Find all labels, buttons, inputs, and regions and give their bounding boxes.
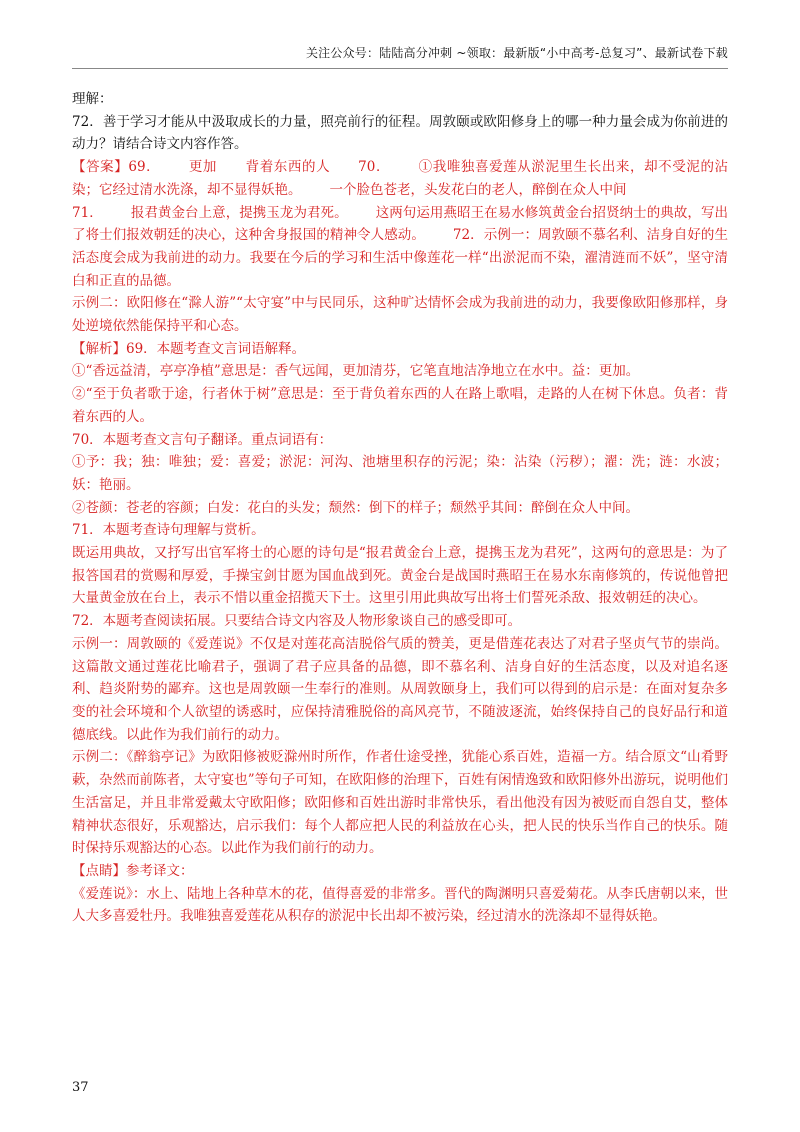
analysis-72-example-2: 示例二：《醉翁亭记》为欧阳修被贬滁州时所作，作者仕途受挫，犹能心系百姓，造福一方。结合原文“山肴野蔌，杂然而前陈者，太守宴也”等句子可知，在欧阳修的治理下，百姓有闲情逸致和欧阳修外出游玩，说明他们生活富足，并且非常爱戴太守欧阳修；欧阳修和百姓出游时非常快乐，看出他没有因为被贬而自怨自艾，整体精神状态很好，乐观豁达，启示我们：每个人都应把人民的利益放在心头，把人民的快乐当作自己的快乐。随时保持乐观豁达的心态。以此作为我们前行的动力。 bbox=[72, 749, 728, 857]
answer-70-2: 一个脸色苍老，头发花白的老人，醉倒在众人中间 bbox=[329, 181, 627, 198]
answer-72: 72．示例一：周敦颐不慕名利、洁身自好的生活态度会成为我前进的动力。我要在今后的学习和生活中像莲花一样“出淤泥而不染，濯清涟而不妖”，坚守清白和正直的品德。 bbox=[72, 227, 728, 289]
note-intro: 参考译文： bbox=[126, 862, 194, 879]
analysis-69-1: ①“香远益清，亭亭净植”意思是：香气远闻，更加清芬，它笔直地洁净地立在水中。益：更加。 bbox=[72, 363, 640, 380]
note-label: 【点睛】 bbox=[72, 862, 126, 879]
paragraph-understanding: 理解： bbox=[72, 91, 113, 107]
analysis-69-2: ②“至于负者歌于途，行者休于树”意思是：至于背负着东西的人在路上歌唱，走路的人在树下休息。负者：背着东西的人。 bbox=[72, 386, 728, 425]
page-header: 关注公众号：陆陆高分冲刺 ~领取：最新版“小中高考-总复习”、最新试卷下载 bbox=[305, 46, 728, 60]
answer-71-num: 71． bbox=[72, 204, 103, 221]
answer-69-2: 背着东西的人 bbox=[245, 159, 331, 176]
note-header bbox=[72, 860, 728, 883]
analysis-header bbox=[72, 338, 728, 361]
answer-71-1: 报君黄金台上意，提携玉龙为君死。 bbox=[130, 204, 348, 221]
analysis-72-example-1: 示例一：周敦颐的《爱莲说》不仅是对莲花高洁脱俗气质的赞美，更是借莲花表达了对君子坚贞气节的崇尚。这篇散文通过莲花比喻君子，强调了君子应具备的品德，即不慕名利、洁身自好的生活态度，以及对追名逐利、趋炎附势的鄙弃。这也是周敦颐一生奉行的准则。从周敦颐身上，我们可以得到的启示是：在面对复杂多变的社会环境和个人欲望的诱惑时，应保持清雅脱俗的高风亮节，不随波逐流，始终保持自己的良好品行和道德底线。以此作为我们前行的动力。 bbox=[72, 635, 728, 743]
analysis-70-2: ②苍颜：苍老的容颜；白发：花白的头发；颓然：倒下的样子；颓然乎其间：醉倒在众人中间。 bbox=[72, 499, 639, 516]
answer-69-1: 更加 bbox=[188, 159, 218, 176]
answer-72-example-2: 示例二：欧阳修在“滁人游”“太守宴”中与民同乐，这种旷达情怀会成为我前进的动力，我要像欧阳修那样，身处逆境依然能保持平和心态。 bbox=[72, 295, 728, 335]
document-body bbox=[72, 88, 728, 928]
answer-70-1: ①我唯独喜爱莲从淤泥里生长出来，却不受泥的沾染；它经过清水洗涤，却不显得妖艳。 bbox=[72, 159, 729, 198]
analysis-71-intro: 71．本题考查诗句理解与赏析。 bbox=[72, 522, 265, 539]
analysis-70-1: ①予：我；独：唯独；爱：喜爱；淤泥：河沟、池塘里积存的污泥；染：沾染（污秽）；濯：洗；涟：水波；妖：艳丽。 bbox=[72, 454, 728, 493]
analysis-72-intro: 72．本题考查阅读拓展。只要结合诗文内容及人物形象谈自己的感受即可。 bbox=[72, 613, 522, 630]
analysis-70-intro: 70．本题考查文言句子翻译。重点词语有： bbox=[72, 431, 333, 448]
answer-label: 【答案】 bbox=[72, 159, 129, 176]
header-divider bbox=[72, 68, 728, 69]
answer-70-num: 70． bbox=[358, 159, 391, 176]
answer-69-num: 69． bbox=[128, 159, 161, 176]
analysis-71-body: 既运用典故，又抒写出官军将士的心愿的诗句是“报君黄金台上意，提携玉龙为君死”，这两句的意思是：为了报答国君的赏赐和厚爱，手操宝剑甘愿为国血战到死。黄金台是战国时燕昭王在易水东南修筑的，传说他曾把大量黄金放在台上，表示不惜以重金招揽天下士。这里引用此典故写出将士们誓死杀敌、报效朝廷的决心。 bbox=[72, 545, 728, 607]
analysis-label: 【解析】 bbox=[72, 340, 126, 357]
page-number: 37 bbox=[72, 1080, 89, 1095]
note-body: 《爱莲说》：水上、陆地上各种草木的花，值得喜爱的非常多。晋代的陶渊明只喜爱菊花。从李氏唐朝以来，世人大多喜爱牡丹。我唯独喜爱莲花从积存的淤泥中长出却不被污染，经过清水的洗涤却不显得妖艳。 bbox=[72, 885, 728, 925]
question-72: 72．善于学习才能从中汲取成长的力量，照亮前行的征程。周敦颐或欧阳修身上的哪一种力量会成为你前进的动力？请结合诗文内容作答。 bbox=[72, 113, 728, 153]
answer-block bbox=[72, 156, 728, 292]
analysis-69-intro: 69．本题考查文言词语解释。 bbox=[126, 340, 306, 357]
answer-71-2: 这两句运用燕昭王在易水修筑黄金台招贤纳士的典故，写出了将士们报效朝廷的决心，这种舍身报国的精神令人感动。 bbox=[72, 204, 728, 244]
